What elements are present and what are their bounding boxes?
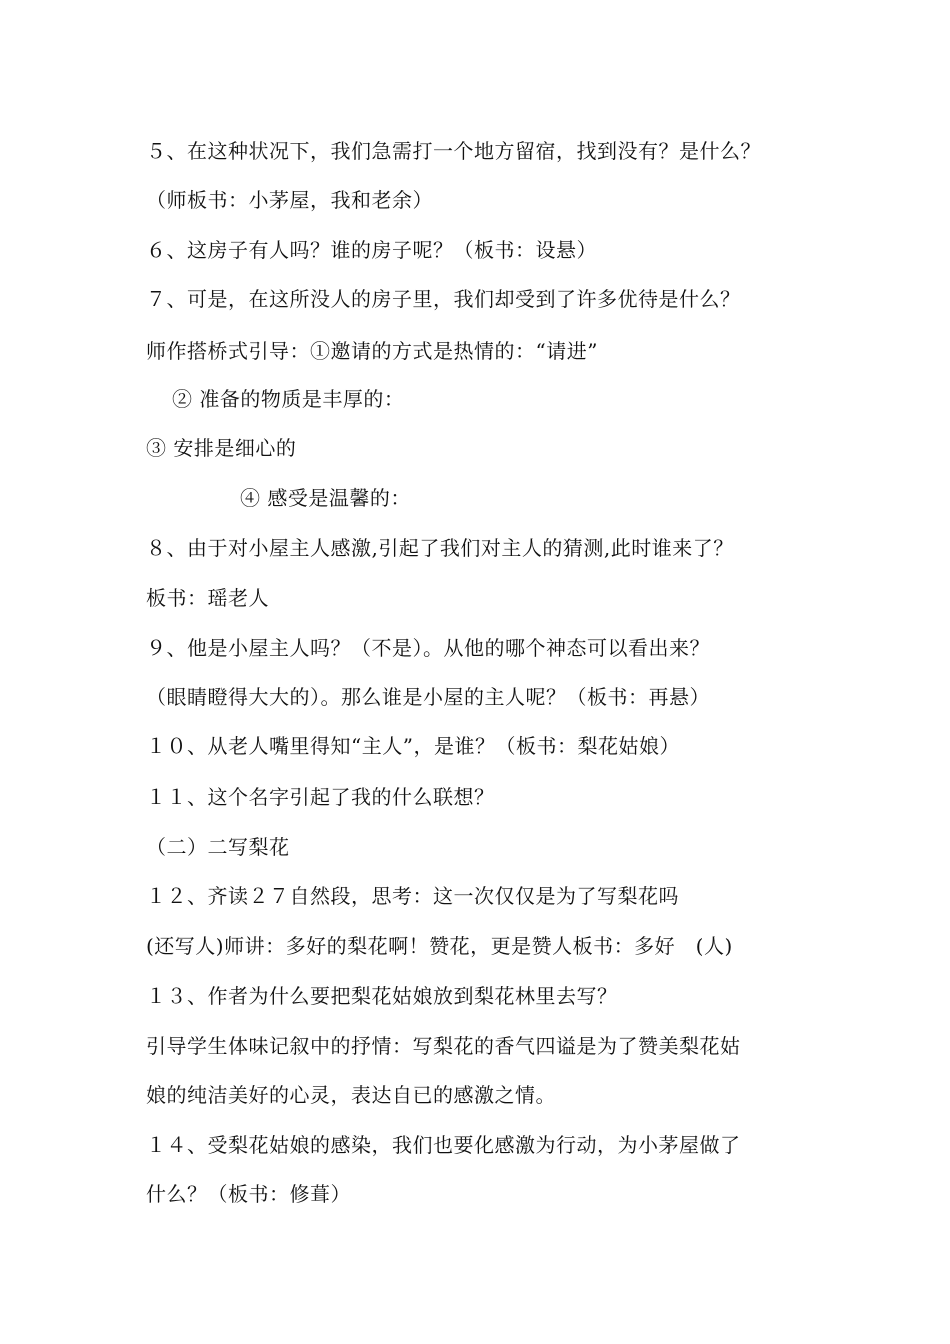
text-line-9: ８、由于对小屋主人感激,引起了我们对主人的猜测,此时谁来了？ bbox=[146, 536, 734, 560]
text-line-4: ７、可是，在这所没人的房子里，我们却受到了许多优待是什么？ bbox=[146, 287, 741, 311]
text-line-8: ④ 感受是温馨的： bbox=[240, 486, 411, 510]
text-line-17: (还写人)师讲：多好的梨花啊！赞花，更是赞人板书：多好 (人) bbox=[146, 934, 733, 958]
text-line-16: １２、齐读２７自然段，思考：这一次仅仅是为了写梨花吗 bbox=[146, 884, 679, 908]
text-line-7: ③ 安排是细心的 bbox=[146, 436, 297, 460]
text-line-22: 什么？（板书：修葺） bbox=[146, 1182, 351, 1206]
text-line-19: 引导学生体味记叙中的抒情：写梨花的香气四谥是为了赞美梨花姑 bbox=[146, 1034, 741, 1058]
text-line-1: ５、在这种状况下，我们急需打一个地方留宿，找到没有？是什么？ bbox=[146, 139, 761, 163]
text-line-12: （眼睛瞪得大大的）。那么谁是小屋的主人呢？（板书：再悬） bbox=[146, 685, 710, 709]
text-line-20: 娘的纯洁美好的心灵，表达自已的感激之情。 bbox=[146, 1083, 556, 1107]
text-line-14: １１、这个名字引起了我的什么联想？ bbox=[146, 785, 495, 809]
text-line-13: １０、从老人嘴里得知“主人”，是谁？（板书：梨花姑娘） bbox=[146, 734, 680, 758]
text-line-21: １４、受梨花姑娘的感染，我们也要化感激为行动，为小茅屋做了 bbox=[146, 1133, 741, 1157]
text-line-10: 板书：瑶老人 bbox=[146, 586, 269, 610]
text-line-3: ６、这房子有人吗？谁的房子呢？（板书：设悬） bbox=[146, 238, 597, 262]
text-line-2: （师板书：小茅屋，我和老余） bbox=[146, 188, 433, 212]
text-line-11: ９、他是小屋主人吗？（不是）。从他的哪个神态可以看出来？ bbox=[146, 636, 710, 660]
text-line-18: １３、作者为什么要把梨花姑娘放到梨花林里去写？ bbox=[146, 984, 618, 1008]
text-line-6: ② 准备的物质是丰厚的： bbox=[172, 387, 405, 411]
text-line-15: （二）二写梨花 bbox=[146, 835, 290, 859]
text-line-5: 师作搭桥式引导：①邀请的方式是热情的：“请进” bbox=[146, 339, 598, 363]
